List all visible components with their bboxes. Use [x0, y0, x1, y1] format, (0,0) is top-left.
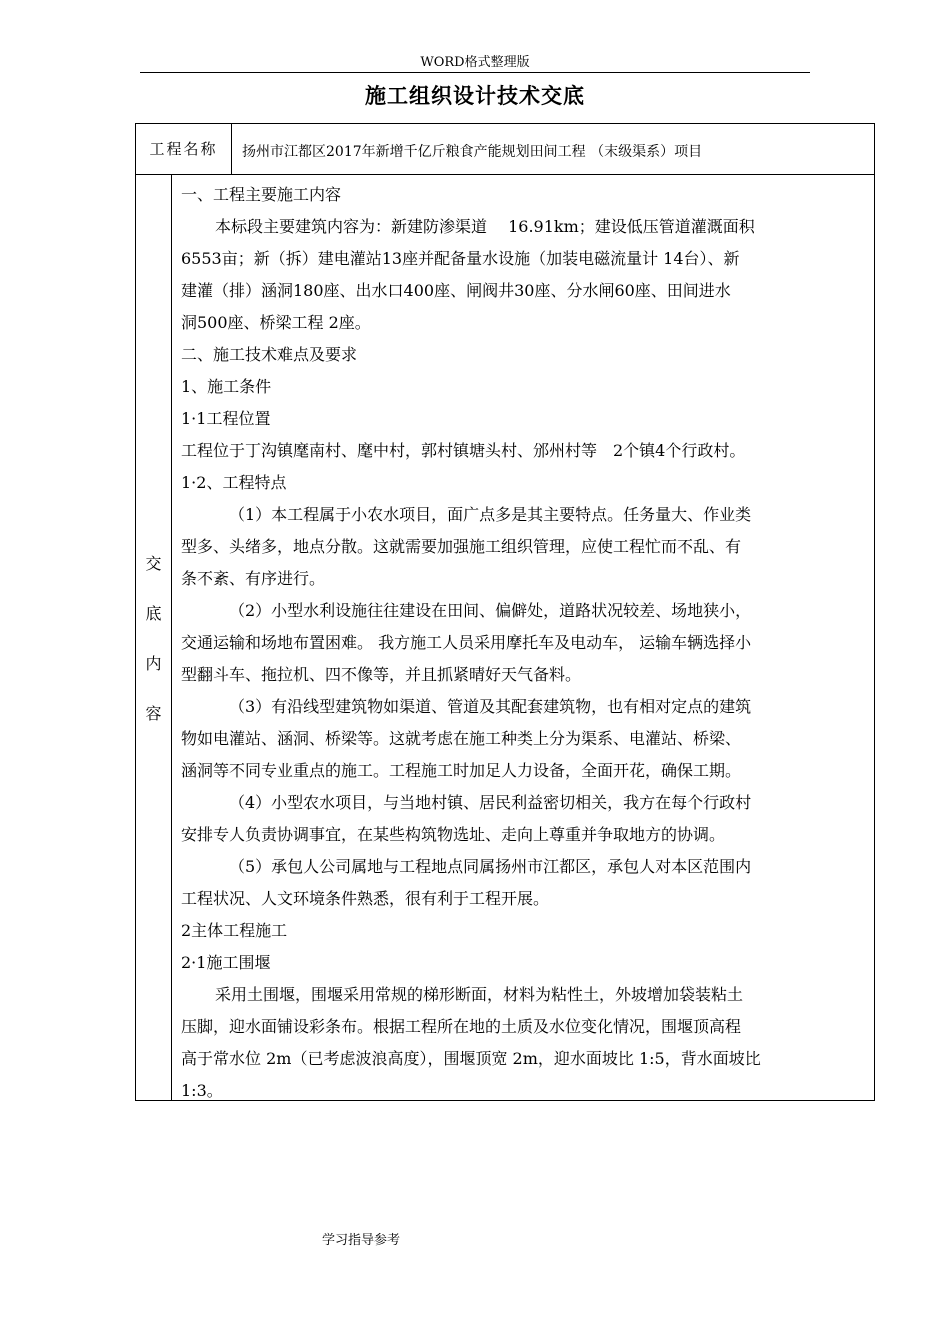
paragraph-line: 安排专人负责协调事宜，在某些构筑物选址、走向上尊重并争取地方的协调。: [181, 825, 726, 844]
paragraph-line: 建灌（排）涵洞180座、出水口400座、闸阀井30座、分水闸60座、田间进水: [181, 281, 731, 300]
paragraph-line: 本标段主要建筑内容为：新建防渗渠道 16.91km；建设低压管道灌溉面积: [215, 217, 755, 236]
disclosure-table: [135, 123, 875, 1101]
paragraph-line: 6553亩；新（拆）建电灌站13座并配备量水设施（加装电磁流量计 14台）、新: [181, 249, 740, 268]
section-heading: 一、工程主要施工内容: [181, 185, 342, 204]
paragraph-line: 物如电灌站、涵洞、桥梁等。这就考虑在施工种类上分为渠系、电灌站、桥梁、: [181, 729, 742, 748]
paragraph-line: 涵洞等不同专业重点的施工。工程施工时加足人力设备，全面开花，确保工期。: [181, 761, 742, 780]
paragraph-line: 1:3。: [181, 1081, 223, 1100]
paragraph-line: 工程状况、人文环境条件熟悉，很有利于工程开展。: [181, 889, 550, 908]
paragraph-line: （2）小型水利设施往往建设在田间、偏僻处，道路状况较差、场地狭小，: [229, 601, 752, 620]
paragraph-line: （4）小型农水项目，与当地村镇、居民利益密切相关，我方在每个行政村: [229, 793, 752, 812]
paragraph-line: （5）承包人公司属地与工程地点同属扬州市江都区，承包人对本区范围内: [229, 857, 752, 876]
paragraph-line: 洞500座、桥梁工程 2座。: [181, 313, 371, 332]
paragraph-line: （1）本工程属于小农水项目，面广点多是其主要特点。任务量大、作业类: [229, 505, 752, 524]
subsection-heading: 1·2、工程特点: [181, 473, 287, 492]
paragraph-line: 采用土围堰，围堰采用常规的梯形断面，材料为粘性土，外坡增加袋装粘土: [215, 985, 744, 1004]
side-label-char: 容: [145, 704, 162, 723]
document-title: 施工组织设计技术交底: [365, 83, 585, 108]
paragraph-line: （3）有沿线型建筑物如渠道、管道及其配套建筑物，也有相对定点的建筑: [229, 697, 752, 716]
side-label-char: 底: [145, 604, 162, 623]
paragraph-line: 交通运输和场地布置困难。 我方施工人员采用摩托车及电动车， 运输车辆选择小: [181, 633, 752, 652]
paragraph-line: 型多、头绪多，地点分散。这就需要加强施工组织管理，应使工程忙而不乱、有: [181, 537, 742, 556]
disclosure-content: [181, 179, 873, 1107]
subsection-heading: 1、施工条件: [181, 377, 272, 396]
disclosure-content-label: [136, 175, 172, 1100]
paragraph-line: 工程位于丁沟镇麾南村、麾中村，郭村镇塘头村、邠州村等 2个镇4个行政村。: [181, 441, 746, 460]
page-header: WORD格式整理版: [420, 55, 530, 70]
side-label-char: 内: [145, 654, 162, 673]
header-rule: [140, 72, 810, 73]
paragraph-line: 压脚，迎水面铺设彩条布。根据工程所在地的土质及水位变化情况，围堰顶高程: [181, 1017, 742, 1036]
project-name-value: 扬州市江都区2017年新增千亿斤粮食产能规划田间工程 （末级渠系）项目: [242, 144, 703, 160]
paragraph-line: 高于常水位 2m（已考虑波浪高度），围堰顶宽 2m，迎水面坡比 1:5，背水面坡比: [181, 1049, 761, 1068]
section-heading: 二、施工技术难点及要求: [181, 345, 358, 364]
page-footer: 学习指导参考: [322, 1233, 401, 1248]
paragraph-line: 条不紊、有序进行。: [181, 569, 326, 588]
side-label-char: 交: [145, 554, 162, 573]
section-heading: 2主体工程施工: [181, 921, 288, 940]
paragraph-line: 型翻斗车、拖拉机、四不像等，并且抓紧晴好天气备料。: [181, 665, 582, 684]
project-name-row: [136, 124, 874, 175]
project-name-label: 工程名称: [136, 124, 232, 174]
subsection-heading: 1·1工程位置: [181, 409, 271, 428]
subsection-heading: 2·1施工围堰: [181, 953, 271, 972]
